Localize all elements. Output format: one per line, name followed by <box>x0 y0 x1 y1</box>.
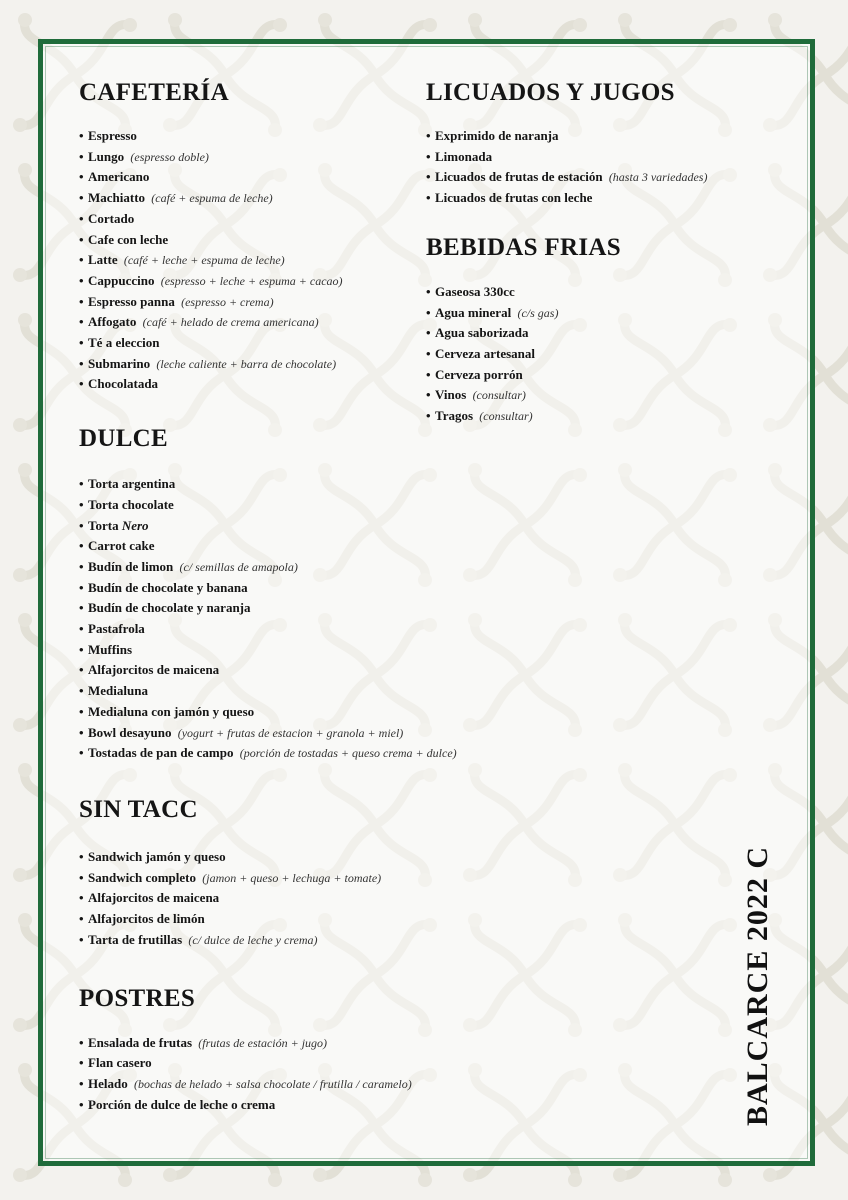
menu-item <box>79 516 519 537</box>
menu-item-note: (c/s gas) <box>517 305 559 320</box>
menu-item-name: Bowl desayuno <box>88 724 172 740</box>
menu-item-note: (leche caliente + barra de chocolate) <box>156 356 337 371</box>
menu-item <box>426 303 756 324</box>
menu-item-name: Muffins <box>88 641 133 657</box>
menu-item-name: Alfajorcitos de maicena <box>88 890 220 906</box>
menu-item <box>79 495 519 516</box>
menu-item-name: Alfajorcitos de limón <box>88 911 205 927</box>
side-label: BALCARCE 2022 C <box>741 845 774 1127</box>
menu-item-name: Medialuna <box>88 683 148 699</box>
menu-item-name: Cortado <box>88 210 135 226</box>
menu-item <box>426 406 756 427</box>
menu-item-name: Sandwich completo <box>88 869 196 885</box>
menu-item <box>79 681 519 702</box>
section-title-licuados: LICUADOS Y JUGOS <box>426 79 675 106</box>
menu-item-name: Ensalada de frutas <box>88 1034 193 1050</box>
menu-item-name: Tostadas de pan de campo <box>88 745 234 761</box>
menu-item-note: (porción de tostadas + queso crema + dulce) <box>239 746 457 761</box>
menu-item <box>426 344 756 365</box>
menu-item-name: Helado <box>88 1075 128 1091</box>
menu-item-note: (café + helado de crema americana) <box>142 315 319 330</box>
menu-item-name: Torta argentina <box>88 476 176 492</box>
menu-item-name-emphasis: Nero <box>121 517 149 533</box>
right-column <box>426 76 756 427</box>
menu-item-note: (café + espuma de leche) <box>151 191 273 206</box>
menu-item-note: (espresso + crema) <box>181 294 274 309</box>
menu-item-note: (c/ dulce de leche y crema) <box>188 932 318 947</box>
menu-item <box>426 323 756 344</box>
menu-list-licuados <box>426 126 756 209</box>
menu-item <box>426 188 756 209</box>
menu-item-note: (c/ semillas de amapola) <box>179 559 298 574</box>
menu-item-note: (frutas de estación + jugo) <box>198 1035 328 1050</box>
menu-item-note: (consultar) <box>479 409 533 424</box>
menu-item-name: Licuados de frutas de estación <box>435 169 603 185</box>
menu-item-name: Agua saborizada <box>435 325 529 341</box>
menu-item-name: Alfajorcitos de maicena <box>88 662 220 678</box>
menu-item-name: Affogato <box>88 314 137 330</box>
menu-item-note: (café + leche + espuma de leche) <box>123 253 285 268</box>
menu-item-note: (bochas de helado + salsa chocolate / frutilla / caramelo) <box>133 1076 412 1091</box>
menu-item <box>79 474 519 495</box>
menu-item <box>426 147 756 168</box>
menu-item-name: Cafe con leche <box>88 231 169 247</box>
menu-item-name: Gaseosa 330cc <box>435 283 515 299</box>
menu-item-name: Torta chocolate <box>88 496 174 512</box>
menu-list-sin-tacc <box>79 847 519 951</box>
menu-item-note: (espresso doble) <box>130 149 209 164</box>
section-title-bebidas: BEBIDAS FRIAS <box>426 233 621 261</box>
menu-item <box>79 1053 519 1074</box>
menu-item <box>79 619 519 640</box>
menu-list-postres <box>79 1033 519 1116</box>
menu-item-name: Torta <box>88 517 119 533</box>
menu-item <box>79 536 519 557</box>
menu-item-note: (espresso + leche + espuma + cacao) <box>160 273 343 288</box>
menu-item-name: Licuados de frutas con leche <box>435 190 593 206</box>
menu-item <box>79 1033 519 1054</box>
menu-item <box>79 578 519 599</box>
menu-item-name: Limonada <box>435 148 493 164</box>
menu-item-name: Submarino <box>88 355 151 371</box>
menu-item-name: Vinos <box>435 387 467 403</box>
menu-item-note: (jamon + queso + lechuga + tomate) <box>202 870 382 885</box>
menu-item-name: Latte <box>88 252 118 268</box>
menu-item <box>79 598 519 619</box>
menu-item <box>79 743 519 764</box>
menu-item-name: Chocolatada <box>88 376 159 392</box>
menu-item-name: Lungo <box>88 148 125 164</box>
menu-item <box>426 282 756 303</box>
menu-item <box>79 888 519 909</box>
menu-item-name: Cappuccino <box>88 272 155 288</box>
menu-item <box>79 660 519 681</box>
menu-item <box>79 868 519 889</box>
menu-item <box>79 909 519 930</box>
menu-item-name: Americano <box>88 169 150 185</box>
menu-item-name: Agua mineral <box>435 304 512 320</box>
menu-item-name: Budín de chocolate y naranja <box>88 600 251 616</box>
menu-item-name: Flan casero <box>88 1055 152 1071</box>
menu-list-dulce <box>79 474 519 764</box>
menu-item-name: Carrot cake <box>88 538 155 554</box>
menu-item-name: Exprimido de naranja <box>435 128 559 143</box>
menu-item-name: Medialuna con jamón y queso <box>88 703 255 719</box>
menu-item-name: Cerveza artesanal <box>435 345 535 361</box>
menu-item <box>79 723 519 744</box>
menu-item <box>79 640 519 661</box>
menu-item <box>79 847 519 868</box>
section-title-cafeteria: CAFETERÍA <box>79 79 229 106</box>
section-title-sin-tacc: SIN TACC <box>79 795 198 823</box>
menu-item-note: (yogurt + frutas de estacion + granola + miel) <box>177 725 404 740</box>
menu-item-name: Budín de chocolate y banana <box>88 579 248 595</box>
menu-item <box>426 167 756 188</box>
menu-item <box>79 702 519 723</box>
menu-item <box>79 930 519 951</box>
menu-item-note: (hasta 3 variedades) <box>608 170 708 185</box>
menu-item-name: Pastafrola <box>88 621 145 637</box>
menu-item <box>79 1095 519 1116</box>
menu-item-name: Espresso panna <box>88 293 175 309</box>
menu-item-name: Budín de limon <box>88 558 174 574</box>
menu-item-name: Machiatto <box>88 190 146 206</box>
menu-item-name: Espresso <box>88 128 137 143</box>
menu-item-name: Tragos <box>435 408 474 424</box>
menu-item <box>426 385 756 406</box>
menu-list-bebidas <box>426 282 756 427</box>
menu-item-name: Té a eleccion <box>88 335 160 351</box>
menu-item <box>426 365 756 386</box>
menu-item-name: Sandwich jamón y queso <box>88 848 226 864</box>
menu-item <box>79 557 519 578</box>
menu-item-name: Cerveza porrón <box>435 366 523 382</box>
section-title-postres: POSTRES <box>79 984 196 1012</box>
section-title-dulce: DULCE <box>79 425 169 453</box>
menu-item-name: Tarta de frutillas <box>88 931 183 947</box>
side-label-container <box>736 845 780 1127</box>
menu-item-note: (consultar) <box>472 388 526 403</box>
menu-item <box>426 126 756 147</box>
menu-item <box>79 1074 519 1095</box>
menu-item-name: Porción de dulce de leche o crema <box>88 1096 276 1112</box>
